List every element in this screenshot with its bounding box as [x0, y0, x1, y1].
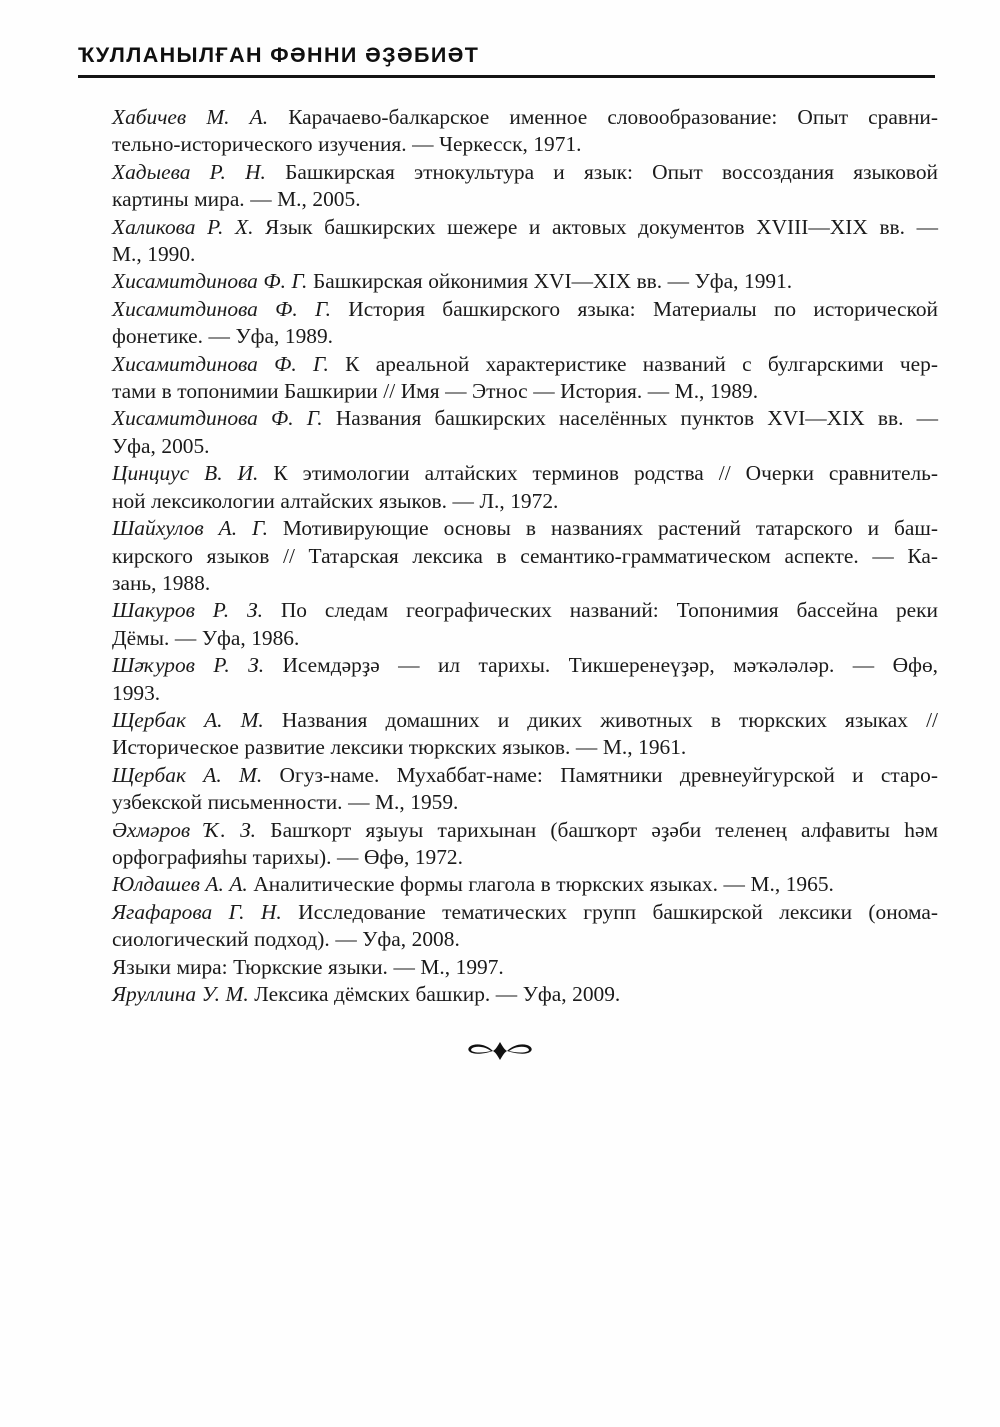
entry-text: Башҡорт яҙыуы тарихынан (башҡорт әҙәби теленең алфавиты һәм [270, 817, 939, 842]
entry-line [78, 488, 938, 515]
entry-author: Хисамитдинова Ф. Г. [112, 351, 329, 376]
entry-text: Историческое развитие лексики тюркских языков. — М., 1961. [112, 735, 687, 760]
bibliography-entry [78, 351, 938, 406]
entry-line [78, 844, 938, 871]
bibliography-entry [78, 296, 938, 351]
entry-text: Язык башкирских шежере и актовых документов XVIII—XIX вв. — [265, 214, 938, 239]
entry-text: К ареальной характеристике названий с булгарскими чер- [345, 351, 938, 376]
bibliography-entry [78, 159, 938, 214]
entry-line [78, 680, 938, 707]
entry-line [78, 214, 938, 241]
bibliography-entry [78, 597, 938, 652]
entry-author: Шәҡуров Р. З. [112, 653, 265, 678]
page-header [78, 44, 935, 78]
entry-line [78, 981, 938, 1008]
entry-line [78, 405, 938, 432]
entry-line [78, 652, 938, 679]
bibliography-entry [78, 652, 938, 707]
entry-text: картины мира. — М., 2005. [112, 187, 361, 212]
entry-author: Халикова Р. Х. [112, 214, 254, 239]
bibliography-entry [78, 405, 938, 460]
entry-line [78, 296, 938, 323]
bibliography-entry [78, 515, 938, 597]
entry-author: Шайхулов А. Г. [112, 516, 268, 541]
ornament-container [0, 1038, 1000, 1064]
entry-text: 1993. [112, 680, 161, 705]
entry-text: Аналитические формы глагола в тюркских языках. — М., 1965. [253, 872, 834, 897]
entry-line [78, 186, 938, 213]
entry-text: фонетике. — Уфа, 1989. [112, 324, 334, 349]
entry-line [78, 515, 938, 542]
entry-line [78, 954, 938, 981]
entry-text: Мотивирующие основы в названиях растений татарского и баш- [282, 516, 938, 541]
entry-line [78, 351, 938, 378]
entry-text: Исемдәрҙә — ил тарихы. Тикшеренеүҙәр, мәҡәләләр. — Өфө, [282, 653, 938, 678]
entry-author: Ягафарова Г. Н. [112, 899, 282, 924]
entry-author: Шакуров Р. З. [112, 598, 263, 623]
header-divider-rule [78, 75, 935, 78]
entry-line [78, 159, 938, 186]
entry-line [78, 597, 938, 624]
entry-line [78, 241, 938, 268]
entry-line [78, 899, 938, 926]
fleuron-ornament [467, 1038, 533, 1064]
entry-line [78, 625, 938, 652]
bibliography-entry [78, 707, 938, 762]
entry-text: тами в топонимии Башкирии // Имя — Этнос — История. — М., 1989. [112, 379, 759, 404]
entry-line [78, 460, 938, 487]
entry-author: Юлдашев А. А. [112, 872, 248, 897]
entry-line [78, 543, 938, 570]
entry-author: Хисамитдинова Ф. Г. [112, 296, 331, 321]
entry-author: Әхмәров Ҡ. З. [112, 817, 257, 842]
bibliography-list [78, 104, 938, 1008]
entry-text: узбекской письменности. — М., 1959. [112, 790, 459, 815]
entry-text: Уфа, 2005. [112, 433, 210, 458]
entry-author: Яруллина У. М. [112, 982, 249, 1006]
entry-text: Башкирская ойконимия XVI—XIX вв. — Уфа, 1991. [312, 269, 793, 294]
entry-text: Названия башкирских населённых пунктов XVI—XIX вв. — [335, 406, 938, 431]
entry-text: Исследование тематических групп башкирской лексики (онома- [298, 899, 938, 924]
entry-text: История башкирского языка: Материалы по исторической [348, 296, 938, 321]
entry-author: Цинциус В. И. [112, 461, 259, 486]
entry-line [78, 268, 938, 295]
bibliography-entry [78, 817, 938, 872]
bibliography-entry [78, 871, 938, 898]
entry-line [78, 378, 938, 405]
entry-text: Карачаево-балкарское именное словообразование: Опыт сравни- [288, 105, 938, 129]
entry-author: Хабичев М. А. [112, 105, 269, 129]
entry-author: Хисамитдинова Ф. Г. [112, 406, 323, 431]
entry-line [78, 433, 938, 460]
entry-text: ной лексикологии алтайских языков. — Л., 1972. [112, 488, 559, 513]
entry-line [78, 104, 938, 131]
entry-text: тельно-исторического изучения. — Черкесск, 1971. [112, 132, 582, 157]
entry-line [78, 734, 938, 761]
entry-text: орфографияһы тарихы). — Өфө, 1972. [112, 844, 463, 869]
bibliography-entry [78, 104, 938, 159]
entry-text: М., 1990. [112, 242, 196, 267]
entry-line [78, 871, 938, 898]
bibliography-entry [78, 899, 938, 954]
entry-line [78, 789, 938, 816]
entry-line [78, 762, 938, 789]
bibliography-entry [78, 214, 938, 269]
entry-author: Щербак А. М. [112, 707, 264, 732]
bibliography-entry [78, 981, 938, 1008]
entry-text: Огуз-наме. Мухаббат-наме: Памятники древнеуйгурской и старо- [279, 762, 938, 787]
entry-author: Хисамитдинова Ф. Г. [112, 269, 308, 294]
entry-text: Языки мира: Тюркские языки. — М., 1997. [112, 954, 504, 979]
page-title: ҠУЛЛАНЫЛҒАН ФӘННИ ӘҘӘБИӘТ [78, 43, 480, 67]
entry-text: Названия домашних и диких животных в тюркских языках // [281, 707, 938, 732]
entry-text: Башкирская этнокультура и язык: Опыт воссоздания языковой [285, 159, 938, 184]
entry-line [78, 570, 938, 597]
entry-text: сиологический подход). — Уфа, 2008. [112, 927, 460, 952]
entry-text: зань, 1988. [112, 570, 211, 595]
entry-text: По следам географических названий: Топонимия бассейна реки [280, 598, 938, 623]
bibliography-entry [78, 268, 938, 295]
entry-line [78, 323, 938, 350]
entry-line [78, 926, 938, 953]
entry-line [78, 131, 938, 158]
entry-line [78, 707, 938, 734]
entry-text: Дёмы. — Уфа, 1986. [112, 625, 300, 650]
entry-text: К этимологии алтайских терминов родства // Очерки сравнитель- [273, 461, 938, 486]
entry-author: Хадыева Р. Н. [112, 159, 266, 184]
entry-author: Щербак А. М. [112, 762, 263, 787]
bibliography-entry [78, 954, 938, 981]
entry-text: Лексика дёмских башкир. — Уфа, 2009. [254, 982, 621, 1006]
entry-text: кирского языков // Татарская лексика в семантико-грамматическом аспекте. — Ка- [112, 543, 938, 568]
bibliography-entry [78, 460, 938, 515]
entry-line [78, 817, 938, 844]
bibliography-entry [78, 762, 938, 817]
